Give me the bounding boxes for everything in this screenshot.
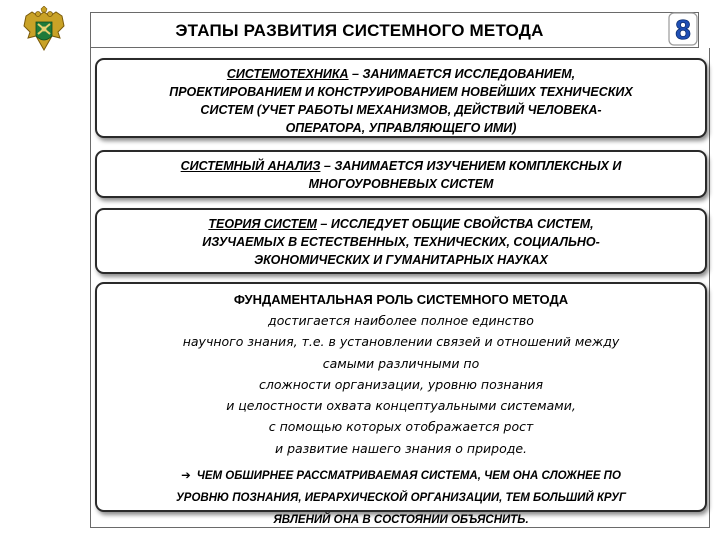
block-1-term: СИСТЕМОТЕХНИКА	[226, 67, 349, 81]
fundamental-line: и целостности охвата концептуальными системами,	[226, 398, 576, 414]
fundamental-heading: ФУНДАМЕНТАЛЬНАЯ РОЛЬ СИСТЕМНОГО МЕТОДА	[233, 292, 569, 307]
block-3-rest: – ИССЛЕДУЕТ ОБЩИЕ СВОЙСТВА СИСТЕМ,	[316, 217, 594, 231]
block-1-line: СИСТЕМ (УЧЕТ РАБОТЫ МЕХАНИЗМОВ, ДЕЙСТВИЙ ЧЕЛОВЕКА-	[200, 103, 602, 117]
block-1-line: ПРОЕКТИРОВАНИЕМ И КОНСТРУИРОВАНИЕМ НОВЕЙШИХ ТЕХНИЧЕСКИХ	[169, 85, 633, 99]
systems-analysis-block	[95, 150, 707, 198]
fundamental-line: с помощью которых отображается рост	[268, 419, 534, 435]
block-2-term: СИСТЕМНЫЙ АНАЛИЗ	[180, 159, 321, 173]
fundamental-body	[97, 311, 705, 458]
fundamental-line: научного знания, т.е. в установлении связей и отношений между	[182, 334, 620, 350]
systems-theory-block	[95, 208, 707, 274]
block-2-rest: – ЗАНИМАЕТСЯ ИЗУЧЕНИЕМ КОМПЛЕКСНЫХ И	[320, 159, 622, 173]
fundamental-line: самыми различными по	[322, 355, 480, 371]
fundamental-line: сложности организации, уровню познания	[258, 376, 544, 392]
conclusion-first-line	[97, 468, 705, 485]
conclusion-first: ЧЕМ ОБШИРНЕЕ РАССМАТРИВАЕМАЯ СИСТЕМА, ЧЕМ ОНА СЛОЖНЕЕ ПО	[196, 470, 621, 483]
fundamental-line: и развитие нашего знания о природе.	[274, 440, 528, 456]
block-1-rest: – ЗАНИМАЕТСЯ ИССЛЕДОВАНИЕМ,	[348, 67, 576, 81]
block-3-line: ЭКОНОМИЧЕСКИХ И ГУМАНИТАРНЫХ НАУКАХ	[254, 253, 548, 267]
conclusion-line: ЯВЛЕНИЙ ОНА В СОСТОЯНИИ ОБЪЯСНИТЬ.	[273, 514, 529, 527]
slide-title: ЭТАПЫ РАЗВИТИЯ СИСТЕМНОГО МЕТОДА	[175, 21, 544, 40]
systems-engineering-block	[95, 58, 707, 138]
block-2-line: МНОГОУРОВНЕВЫХ СИСТЕМ	[308, 177, 494, 191]
title-bar	[90, 12, 699, 48]
block-1-line: ОПЕРАТОРА, УПРАВЛЯЮЩЕГО ИМИ)	[285, 121, 517, 135]
arrow-right-icon: ➔	[181, 470, 191, 483]
block-3-term: ТЕОРИЯ СИСТЕМ	[208, 217, 317, 231]
slide-number: 8	[675, 14, 691, 45]
block-3-line: ИЗУЧАЕМЫХ В ЕСТЕСТВЕННЫХ, ТЕХНИЧЕСКИХ, СОЦИАЛЬНО-	[202, 235, 600, 249]
block-3-first-line	[97, 215, 705, 233]
slide-number-badge	[668, 12, 698, 46]
conclusion-line: УРОВНЮ ПОЗНАНИЯ, ИЕРАРХИЧЕСКОЙ ОРГАНИЗАЦИИ, ТЕМ БОЛЬШИЙ КРУГ	[176, 492, 626, 505]
fundamental-line: достигается наиболее полное единство	[268, 313, 534, 328]
fundamental-role-block	[95, 282, 707, 527]
double-headed-eagle-emblem	[20, 6, 68, 56]
block-1-first-line	[97, 65, 705, 83]
block-2-first-line	[97, 157, 705, 175]
